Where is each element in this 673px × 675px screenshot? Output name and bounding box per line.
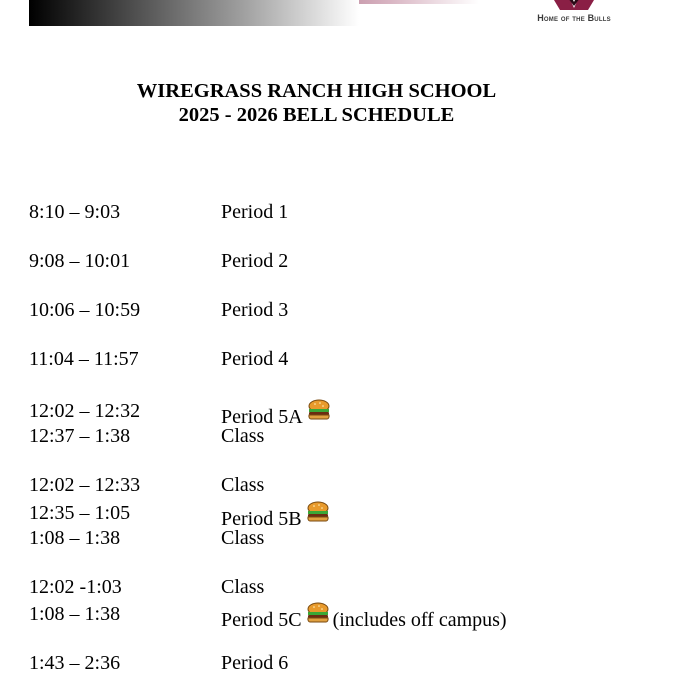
period-label: Period 5A (221, 406, 303, 428)
period-label: Period 2 (221, 250, 289, 272)
logo-caption: Home of the Bulls (537, 13, 611, 23)
time-range: 12:35 – 1:05 (29, 502, 131, 524)
time-range: 12:02 -1:03 (29, 576, 122, 598)
period-label: Class (221, 474, 265, 496)
period-label: Period 5B (221, 508, 302, 530)
burger-icon (306, 602, 330, 624)
period-label: Period 4 (221, 348, 289, 370)
time-range: 12:02 – 12:32 (29, 400, 141, 422)
page-title (0, 79, 633, 127)
period-label: Period 5C (221, 609, 302, 631)
burger-icon (306, 501, 330, 523)
burger-icon (307, 399, 331, 421)
time-range: 1:43 – 2:36 (29, 652, 121, 674)
period-label: Period 1 (221, 201, 289, 223)
period-label: Class (221, 527, 265, 549)
time-range: 1:08 – 1:38 (29, 527, 121, 549)
period-note: (includes off campus) (332, 609, 507, 631)
time-range: 11:04 – 11:57 (29, 348, 139, 370)
header-gradient-banner (29, 0, 359, 26)
period-cell (221, 602, 507, 632)
period-label: Class (221, 576, 265, 598)
time-range: 1:08 – 1:38 (29, 603, 121, 625)
period-label: Period 3 (221, 299, 289, 321)
time-range: 10:06 – 10:59 (29, 299, 141, 321)
time-range: 9:08 – 10:01 (29, 250, 131, 272)
time-range: 8:10 – 9:03 (29, 201, 121, 223)
period-label: Class (221, 425, 265, 447)
school-name: WIREGRASS RANCH HIGH SCHOOL (136, 80, 497, 102)
time-range: 12:37 – 1:38 (29, 425, 131, 447)
schedule-title: 2025 - 2026 BELL SCHEDULE (178, 104, 455, 126)
time-range: 12:02 – 12:33 (29, 474, 141, 496)
period-label: Period 6 (221, 652, 289, 674)
bull-logo-icon (548, 0, 600, 10)
